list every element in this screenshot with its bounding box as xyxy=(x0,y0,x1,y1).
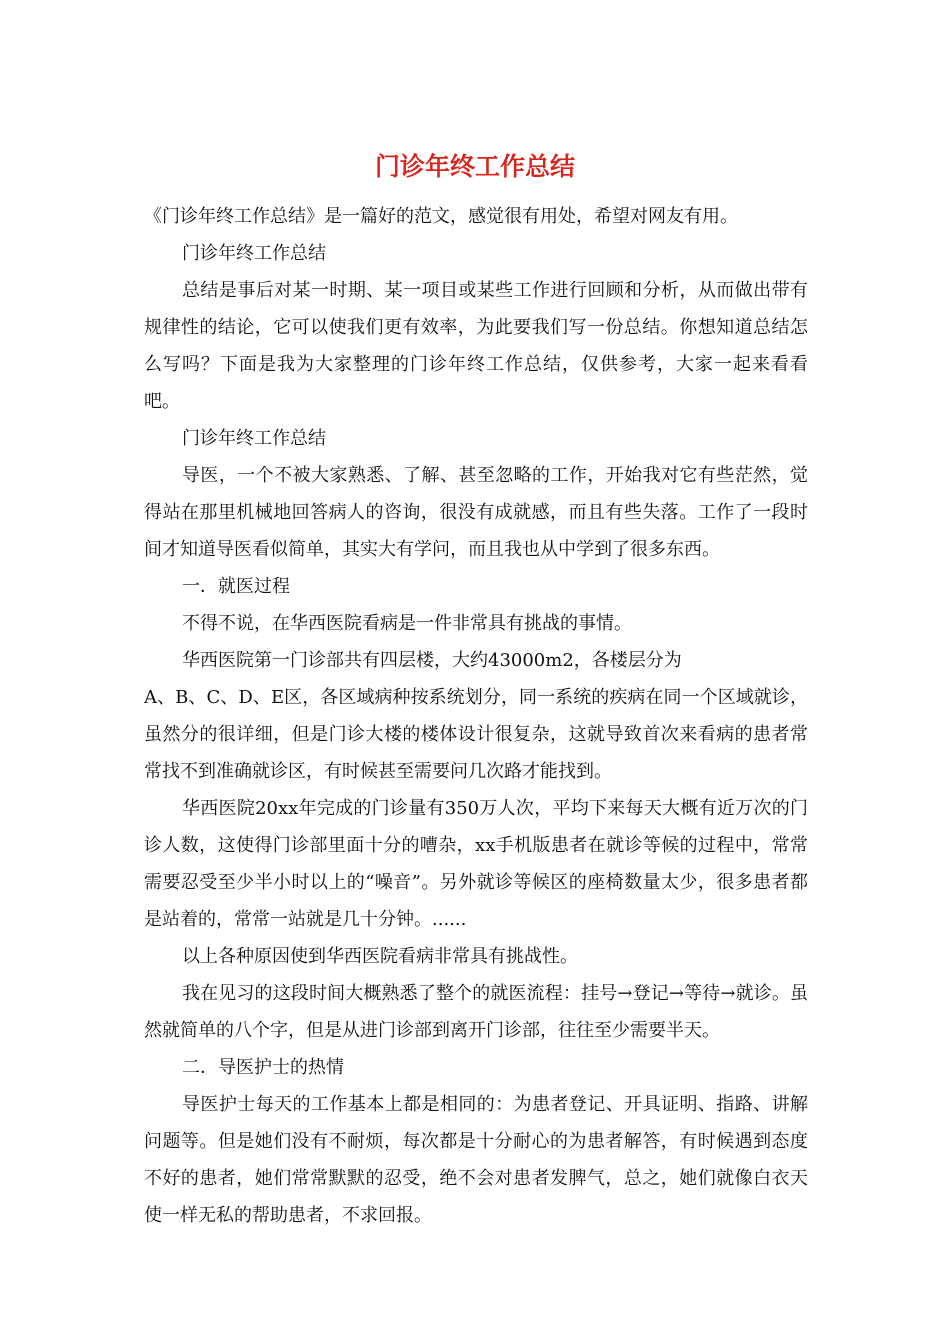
body-paragraph: 华西医院第一门诊部共有四层楼，大约43000m2，各楼层分为 xyxy=(182,650,682,671)
body-paragraph: 我在见习的这段时间大概熟悉了整个的就医流程：挂号→登记→等待→就诊。虽然就简单的八个字，但是从进门诊部到离开门诊部，往往至少需要半天。 xyxy=(144,983,808,1041)
section-heading: 门诊年终工作总结 xyxy=(182,428,326,449)
body-paragraph: 导医护士每天的工作基本上都是相同的：为患者登记、开具证明、指路、讲解问题等。但是她们没有不耐烦，每次都是十分耐心的为患者解答，有时候遇到态度不好的患者，她们常常默默的忍受，绝不会对患者发脾气，总之，她们就像白衣天使一样无私的帮助患者，不求回报。 xyxy=(144,1094,808,1226)
body-paragraph: 以上各种原因使到华西医院看病非常具有挑战性。 xyxy=(182,946,578,967)
document-title: 门诊年终工作总结 xyxy=(374,152,575,181)
section-heading: 门诊年终工作总结 xyxy=(182,243,326,264)
section-heading: 一．就医过程 xyxy=(182,576,290,597)
body-paragraph: 导医，一个不被大家熟悉、了解、甚至忽略的工作，开始我对它有些茫然，觉得站在那里机械地回答病人的咨询，很没有成就感，而且有些失落。工作了一段时间才知道导医看似简单，其实大有学问，而且我也从中学到了很多东西。 xyxy=(144,465,808,560)
intro-paragraph: 《门诊年终工作总结》是一篇好的范文，感觉很有用处，希望对网友有用。 xyxy=(144,206,738,227)
body-paragraph: A、B、C、D、E区，各区域病种按系统划分，同一系统的疾病在同一个区域就诊，虽然分的很详细，但是门诊大楼的楼体设计很复杂，这就导致首次来看病的患者常常找不到准确就诊区，有时候甚至需要问几次路才能找到。 xyxy=(144,687,808,782)
document-body xyxy=(144,198,808,1234)
body-paragraph: 华西医院20xx年完成的门诊量有350万人次，平均下来每天大概有近万次的门诊人数，这使得门诊部里面十分的嘈杂，xx手机版患者在就诊等候的过程中，常常需要忍受至少半小时以上的“噪音”。另外就诊等候区的座椅数量太少，很多患者都是站着的，常常一站就是几十分钟。...... xyxy=(144,798,808,930)
body-paragraph: 不得不说，在华西医院看病是一件非常具有挑战的事情。 xyxy=(182,613,632,634)
section-heading: 二．导医护士的热情 xyxy=(182,1057,344,1078)
body-paragraph: 总结是事后对某一时期、某一项目或某些工作进行回顾和分析，从而做出带有规律性的结论，它可以使我们更有效率，为此要我们写一份总结。你想知道总结怎么写吗？下面是我为大家整理的门诊年终工作总结，仅供参考，大家一起来看看吧。 xyxy=(144,280,808,412)
